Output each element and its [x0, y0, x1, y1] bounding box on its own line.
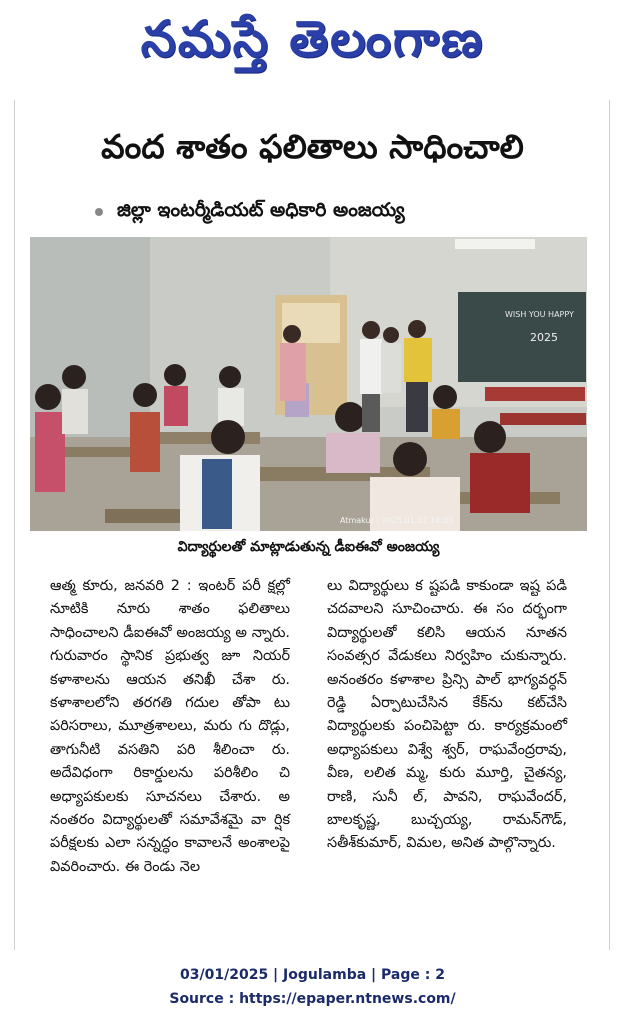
board-year: 2025	[530, 331, 558, 344]
column-left-text: ఆత్మ కూరు, జనవరి 2 : ఇంటర్ పరీ క్షల్లో నూటికి నూరు శాతం ఫలితాలు సాధించాలని డీఐఈవో అంజయ్య అ న్నారు. గురువారం స్థానిక ప్రభుత్వ జూ నియర్ కళాశాలను ఆయన తనిఖీ చేశా రు. కళాశాలలోని తరగతి గదుల తోపా టు పరిసరాలు, మూత్రశాలలు, మరు గు దొడ్లు, తాగునీటి వసతిని పరి శీలించా రు. అదేవిధంగా రికార్డులను పరిశీలిం చి అధ్యాపకులకు సూచనలు చేశారు. అ నంతరం విద్యార్థులతో సమావేశమై వా ర్షిక పరీక్షలకు ఎలా సన్నద్ధం కావాలనే అంశాలపై వివరించారు. ఈ రెండు నెల	[50, 578, 290, 875]
article-column-left	[50, 575, 290, 879]
article-photo	[30, 237, 587, 531]
column-right-text: లు విద్యార్థులు క ష్టపడి కాకుండా ఇష్ట పడి చదవాలని సూచించారు. ఈ సం దర్భంగా విద్యార్థులతో కలిసి ఆయన నూతన సంవత్సర వేడుకలు నిర్వహిం చుకున్నారు. అనంతరం కళాశాల ప్రిన్సి పాల్ భాగ్యవర్ధన్ రెడ్డి ఏర్పాటుచేసిన కేక్‌ను కట్‌చేసి విద్యార్థులకు పంచిపెట్టా రు. కార్యక్రమంలో అధ్యాపకులు విశ్వే శ్వర్, రాఘవేంద్రరావు, వీణ, లలిత మ్మ, కురు మూర్తి, చైతన్య, రాణి, సునీ ల్, పావని, రాఘవేందర్, బాలకృష్ణ, బుచ్చయ్య, రామన్‌గౌడ్, సతీశ్‌కుమార్, విమల, అనిత పాల్గొన్నారు.	[327, 578, 567, 852]
page-rule-left	[14, 100, 15, 950]
photo-stamp: Atmakur | 2025.01.02 14:03	[340, 516, 454, 525]
masthead	[0, 0, 625, 90]
footer-source: Source : https://epaper.ntnews.com/	[169, 991, 456, 1007]
photo-caption: విద్యార్థులతో మాట్లాడుతున్న డీఐఈవో అంజయ్య	[177, 538, 440, 555]
article-headline: వంద శాతం ఫలితాలు సాధించాలి	[101, 126, 524, 166]
footer-date-edition: 03/01/2025 | Jogulamba | Page : 2	[180, 967, 445, 983]
board-text: WISH YOU HAPPY	[505, 310, 574, 319]
masthead-title: నమస్తే తెలంగాణ	[140, 9, 485, 68]
bullet-icon	[95, 208, 103, 216]
subheadline-text: జిల్లా ఇంటర్మీడియట్ అధికారి అంజయ్య	[117, 198, 405, 221]
article-column-right	[327, 575, 567, 856]
classroom-photo	[30, 237, 587, 531]
page-rule-right	[609, 100, 610, 950]
article-subheadline	[95, 195, 595, 229]
